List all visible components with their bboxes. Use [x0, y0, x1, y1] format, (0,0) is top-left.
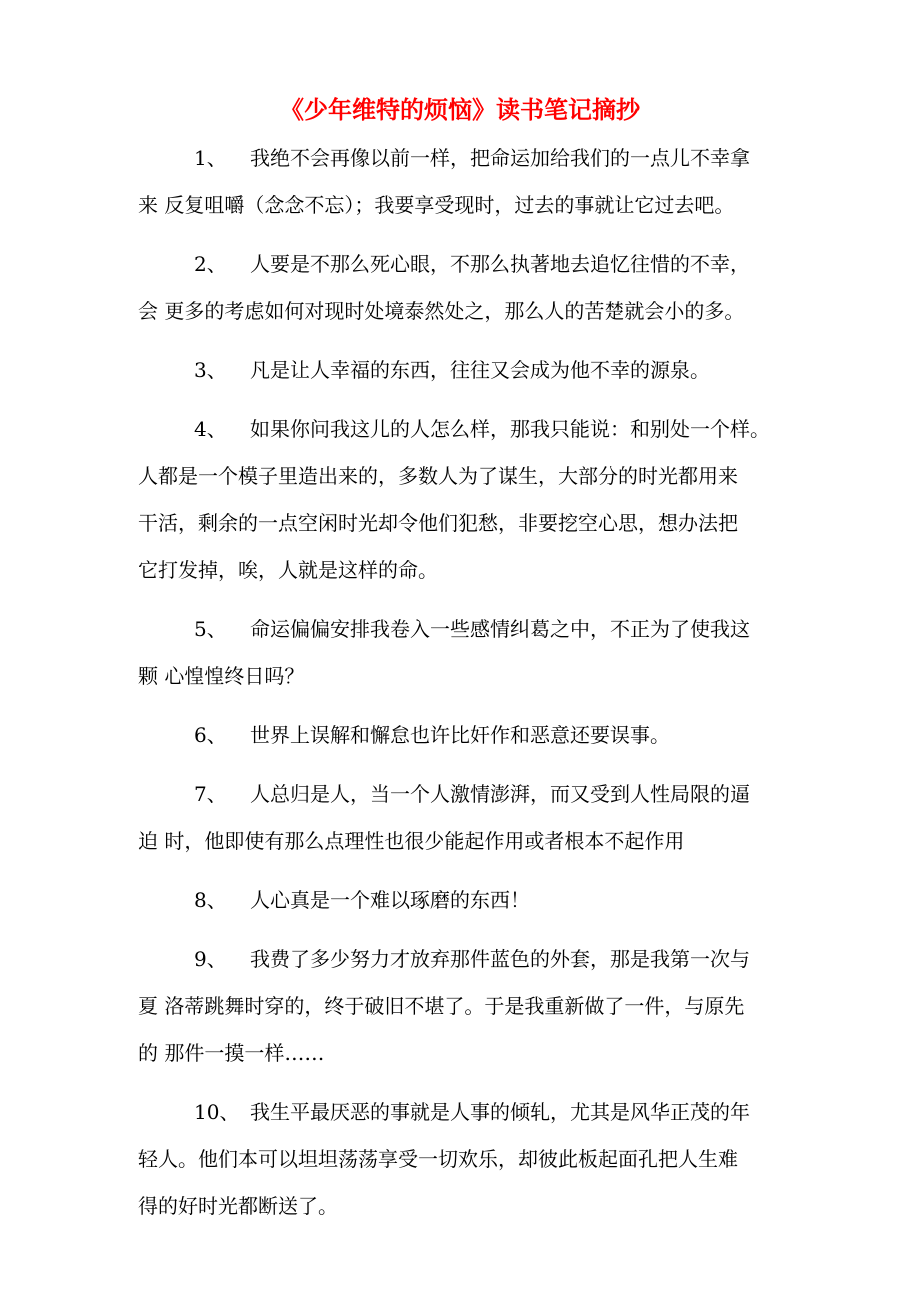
quote-line: 3、 凡是让人幸福的东西，往往又会成为他不幸的源泉。 [138, 347, 798, 394]
quote-number: 1、 [194, 146, 227, 170]
quote-line: 6、 世界上误解和懈怠也许比奸作和恶意还要误事。 [138, 712, 798, 759]
quote-line: 迫 时，他即使有那么点理性也很少能起作用或者根本不起作用 [138, 829, 685, 853]
quote-number: 4、 [194, 417, 227, 441]
quote-item-10 [138, 1089, 798, 1230]
quote-item-2 [138, 241, 798, 335]
quote-number: 6、 [194, 723, 227, 747]
quote-line: 来 反复咀嚼（念念不忘）；我要享受现时，过去的事就让它过去吧。 [138, 193, 735, 217]
quote-line: 2、 人要是不那么死心眼，不那么执著地去追忆往惜的不幸， [138, 241, 798, 288]
quote-line: 1、 我绝不会再像以前一样，把命运加给我们的一点儿不幸拿 [138, 135, 798, 182]
quote-item-6 [138, 712, 798, 759]
quote-line: 它打发掉，唉，人就是这样的命。 [138, 558, 438, 582]
quote-line: 夏 洛蒂跳舞时穿的，终于破旧不堪了。于是我重新做了一件，与原先 [138, 994, 745, 1018]
quote-number: 9、 [194, 947, 227, 971]
quote-item-8 [138, 877, 798, 924]
quote-item-3 [138, 347, 798, 394]
quote-line: 轻人。他们本可以坦坦荡荡享受一切欢乐，却彼此板起面孔把人生难 [138, 1147, 738, 1171]
quote-item-1 [138, 135, 798, 229]
document-body [138, 135, 798, 1242]
quote-line: 9、 我费了多少努力才放弃那件蓝色的外套，那是我第一次与 [138, 936, 798, 983]
quote-line: 7、 人总归是人，当一个人激情澎湃，而又受到人性局限的逼 [138, 771, 798, 818]
quote-number: 5、 [194, 617, 227, 641]
quote-line: 人都是一个模子里造出来的，多数人为了谋生，大部分的时光都用来 [138, 464, 738, 488]
quote-line: 4、 如果你问我这儿的人怎么样，那我只能说：和别处一个样。 [138, 406, 798, 453]
quote-line: 干活，剩余的一点空闲时光却令他们犯愁，非要挖空心思，想办法把 [138, 511, 738, 535]
quote-line: 8、 人心真是一个难以琢磨的东西！ [138, 877, 798, 924]
quote-line: 10、 我生平最厌恶的事就是人事的倾轧，尤其是风华正茂的年 [138, 1089, 798, 1136]
quote-number: 3、 [194, 358, 227, 382]
quote-line: 得的好时光都断送了。 [138, 1194, 338, 1218]
quote-number: 10、 [194, 1100, 240, 1124]
quote-item-5 [138, 606, 798, 700]
quote-number: 7、 [194, 782, 227, 806]
quote-item-9 [138, 936, 798, 1077]
quote-line: 5、 命运偏偏安排我卷入一些感情纠葛之中，不正为了使我这 [138, 606, 798, 653]
quote-line: 颗 心惶惶终日吗？ [138, 664, 305, 688]
quote-line: 的 那件一摸一样…… [138, 1041, 325, 1065]
quote-item-7 [138, 771, 798, 865]
quote-number: 8、 [194, 888, 227, 912]
document-title: 《少年维特的烦恼》读书笔记摘抄 [280, 95, 640, 124]
quote-line: 会 更多的考虑如何对现时处境泰然处之，那么人的苦楚就会小的多。 [138, 299, 745, 323]
quote-item-4 [138, 406, 798, 594]
quote-number: 2、 [194, 252, 227, 276]
